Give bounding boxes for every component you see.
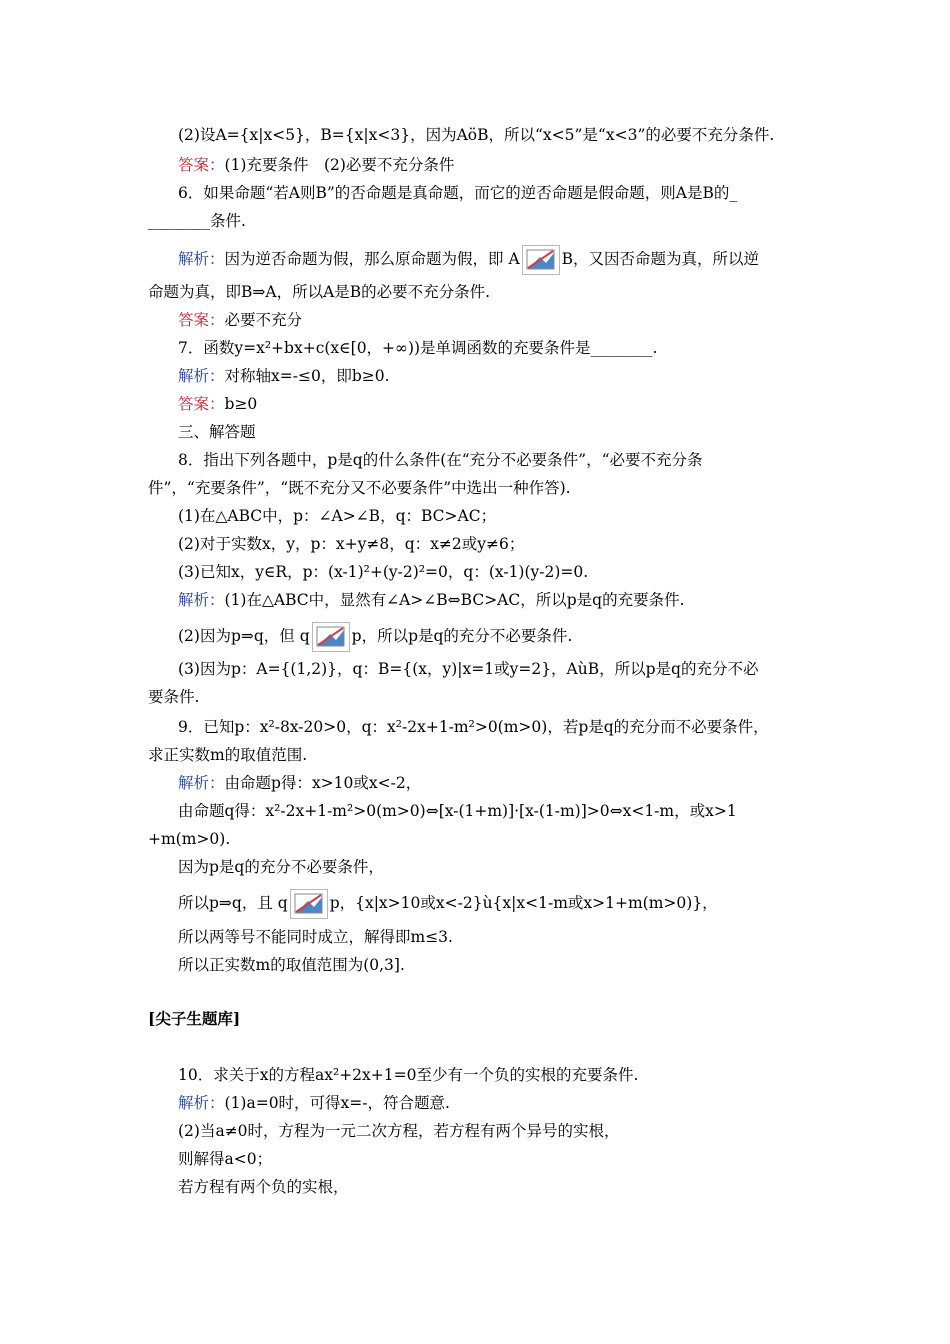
- answer-label: 答案：: [178, 311, 225, 329]
- text-line: (2)当a≠0时，方程为一元二次方程，若方程有两个异号的实根，: [178, 1122, 620, 1140]
- text-line: +m(m>0).: [148, 830, 231, 848]
- text-line: 答案：必要不充分: [178, 311, 303, 329]
- text-line: 答案：b≥0: [178, 395, 258, 413]
- text-line: 解析：(1)a=0时，可得x=-，符合题意.: [178, 1094, 450, 1112]
- text-line: 9．已知p：x²-8x-20>0，q：x²-2x+1-m²>0(m>0)，若p是q的充分而不必要条件，: [178, 718, 769, 736]
- text-line: 解析：由命题p得：x>10或x<-2，: [178, 774, 422, 792]
- text-line: 所以p⇒q，且 q p，{x|x>10或x<-2}ù{x|x<1-m或x>1+m(m>0)}，: [178, 889, 718, 919]
- text-line: 命题为真，即B⇒A，所以A是B的必要不充分条件.: [148, 283, 491, 301]
- text-line: 答案：(1)充要条件 (2)必要不充分条件: [178, 156, 455, 174]
- text-line: 解析：因为逆否命题为假，那么原命题为假，即 A B，又因否命题为真，所以逆: [178, 245, 759, 275]
- broken-image-icon: [522, 245, 560, 275]
- text-line: 6．如果命题“若A则B”的否命题是真命题，而它的逆否命题是假命题，则A是B的_: [178, 184, 738, 202]
- text-line: 10．求关于x的方程ax²+2x+1=0至少有一个负的实根的充要条件.: [178, 1066, 639, 1084]
- text-line: 解析：(1)在△ABC中，显然有∠A>∠B⇔BC>AC，所以p是q的充要条件.: [178, 591, 685, 609]
- text-line: 8．指出下列各题中，p是q的什么条件(在“充分不必要条件”，“必要不充分条: [178, 451, 703, 469]
- text-line: 件”，“充要条件”，“既不充分又不必要条件”中选出一种作答).: [148, 479, 571, 497]
- text-line: 则解得a<0；: [178, 1150, 273, 1168]
- text-line: 三、解答题: [178, 423, 256, 441]
- analysis-label: 解析：: [178, 591, 225, 609]
- answer-label: 答案：: [178, 156, 225, 174]
- text-line: ________条件.: [148, 212, 246, 230]
- analysis-label: 解析：: [178, 367, 225, 385]
- text-line: 要条件.: [148, 688, 200, 706]
- text-line: 因为p是q的充分不必要条件，: [178, 858, 384, 876]
- text-line: 若方程有两个负的实根，: [178, 1178, 349, 1196]
- analysis-label: 解析：: [178, 774, 225, 792]
- text-line: 所以正实数m的取值范围为(0,3].: [178, 956, 405, 974]
- text-line: 由命题q得：x²-2x+1-m²>0(m>0)⇔[x-(1+m)]·[x-(1-m)]>0⇔x<1-m，或x>1: [178, 802, 737, 820]
- text-line: 求正实数m的取值范围.: [148, 746, 308, 764]
- section-heading: [尖子生题库]: [148, 1009, 241, 1028]
- text-line: (1)在△ABC中，p：∠A>∠B，q：BC>AC；: [178, 507, 497, 525]
- text-line: (2)对于实数x，y，p：x+y≠8，q：x≠2或y≠6；: [178, 535, 525, 553]
- analysis-label: 解析：: [178, 250, 225, 268]
- text-line: 所以两等号不能同时成立，解得即m≤3.: [178, 928, 453, 946]
- broken-image-icon: [312, 622, 350, 652]
- text-line: (2)因为p⇒q，但 q p，所以p是q的充分不必要条件.: [178, 622, 572, 652]
- text-line: 解析：对称轴x=-≤0，即b≥0.: [178, 367, 390, 385]
- answer-label: 答案：: [178, 395, 225, 413]
- text-line: 7．函数y=x²+bx+c(x∈[0，+∞))是单调函数的充要条件是________.: [178, 339, 658, 357]
- text-line: (3)已知x，y∈R，p：(x-1)²+(y-2)²=0，q：(x-1)(y-2)=0.: [178, 563, 589, 581]
- broken-image-icon: [290, 889, 328, 919]
- analysis-label: 解析：: [178, 1094, 225, 1112]
- text-line: (2)设A={x|x<5}，B={x|x<3}，因为AöB，所以“x<5”是“x<3”的必要不充分条件.: [178, 126, 775, 144]
- text-line: (3)因为p：A={(1,2)}，q：B={(x，y)|x=1或y=2}，AùB，所以p是q的充分不必: [178, 660, 759, 678]
